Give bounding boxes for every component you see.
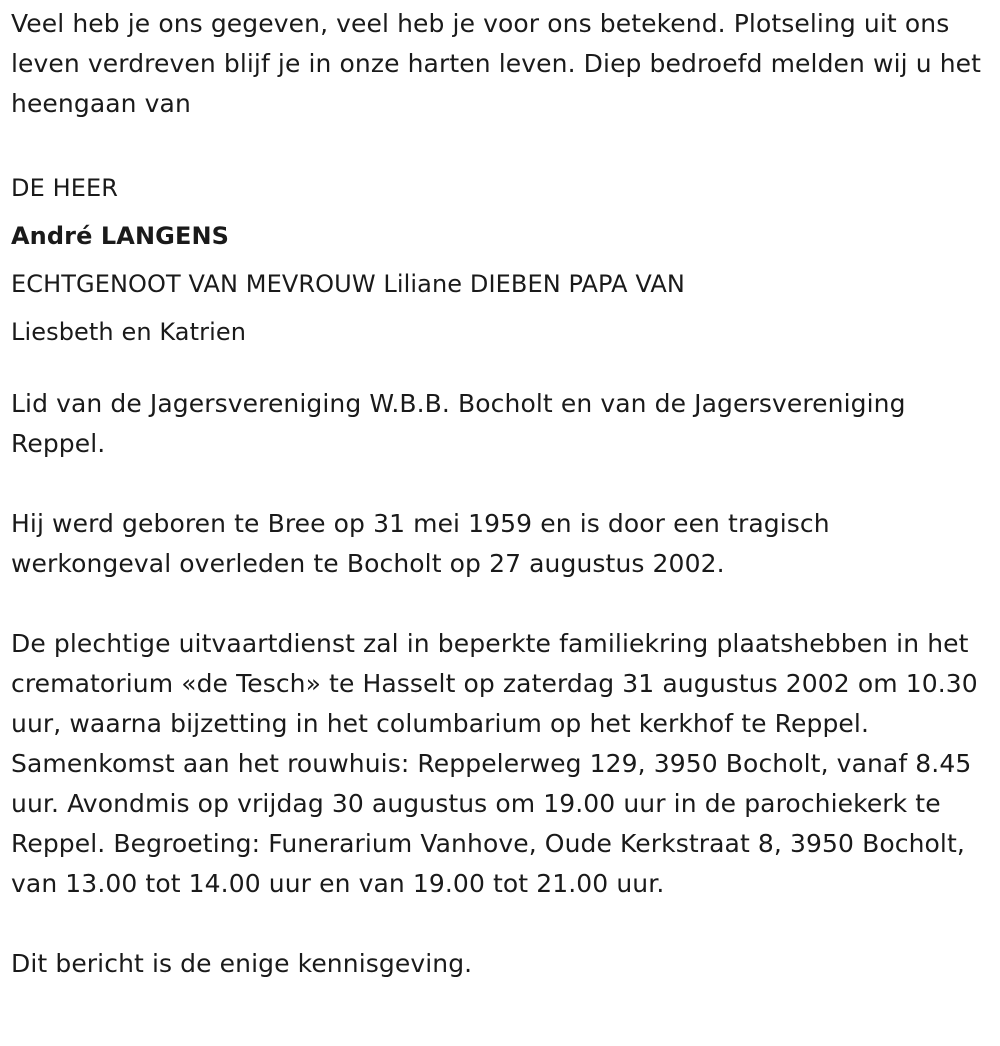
children-line: Liesbeth en Katrien (11, 318, 247, 346)
birth-death-paragraph: Hij werd geboren te Bree op 31 mei 1959 en is door een tragisch werkongeval overleden te Bocholt op 27 augustus 2002. (11, 509, 830, 578)
honorific-title: DE HEER (11, 174, 119, 202)
obituary-notice (11, 0, 991, 984)
funeral-details-paragraph: De plechtige uitvaartdienst zal in beperkte familiekring plaatshebben in het crematorium «de Tesch» te Hasselt op zaterdag 31 augustus 2002 om 10.30 uur, waarna bijzetting in het columbarium op het kerkhof te Reppel. Samenkomst aan het rouwhuis: Reppelerweg 129, 3950 Bocholt, vanaf 8.45 uur. Avondmis op vrijdag 30 augustus om 19.00 uur in de parochiekerk te Reppel. Begroeting: Funerarium Vanhove, Oude Kerkstraat 8, 3950 Bocholt, van 13.00 tot 14.00 uur en van 19.00 tot 21.00 uur. (11, 629, 978, 898)
deceased-name: André LANGENS (11, 222, 230, 250)
spouse-line: ECHTGENOOT VAN MEVROUW Liliane DIEBEN PAPA VAN (11, 270, 685, 298)
membership-paragraph: Lid van de Jagersvereniging W.B.B. Bocholt en van de Jagersvereniging Reppel. (11, 389, 906, 458)
intro-paragraph: Veel heb je ons gegeven, veel heb je voor ons betekend. Plotseling uit ons leven verdreven blijf je in onze harten leven. Diep bedroefd melden wij u het heengaan van (11, 9, 982, 118)
notice-paragraph: Dit bericht is de enige kennisgeving. (11, 949, 473, 978)
